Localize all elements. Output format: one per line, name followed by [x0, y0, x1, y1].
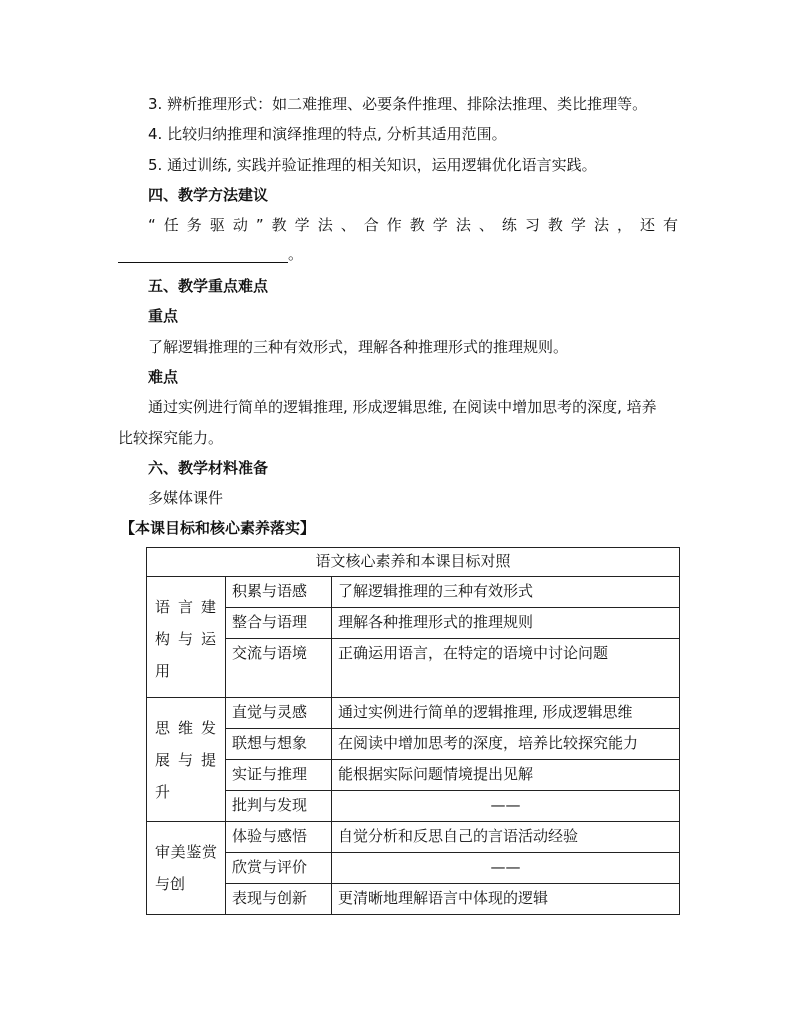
- key-point-text: 了解逻辑推理的三种有效形式，理解各种推理形式的推理规则。: [148, 338, 569, 356]
- sub-category: 实证与推理: [226, 760, 332, 791]
- table-row: [147, 822, 680, 853]
- section-title-teaching-methods: 四、教学方法建议: [148, 186, 269, 204]
- goal-description: 通过实例进行简单的逻辑推理, 形成逻辑思维: [332, 698, 680, 729]
- objective-item-5: 5. 通过训练, 实践并验证推理的相关知识，运用逻辑优化语言实践。: [148, 156, 597, 174]
- sub-category: 积累与语感: [226, 577, 332, 608]
- section-title-materials: 六、教学材料准备: [148, 459, 269, 477]
- section-title-key-points: 五、教学重点难点: [148, 277, 269, 295]
- sub-category: 欣赏与评价: [226, 853, 332, 884]
- objective-item-3: 3. 辨析推理形式：如二难推理、必要条件推理、排除法推理、类比推理等。: [148, 95, 648, 113]
- literacy-goals-table: [146, 547, 680, 915]
- table-row: [147, 760, 680, 791]
- table-row: [147, 884, 680, 915]
- sub-category: 整合与语理: [226, 608, 332, 639]
- group-language: 语言建构与运用: [147, 577, 226, 698]
- table-row: [147, 791, 680, 822]
- goal-description: 了解逻辑推理的三种有效形式: [332, 577, 680, 608]
- difficulty-label: 难点: [148, 368, 179, 386]
- sub-category: 批判与发现: [226, 791, 332, 822]
- materials-text: 多媒体课件: [148, 489, 224, 507]
- goal-description: ——: [332, 791, 680, 822]
- goal-description: 能根据实际问题情境提出见解: [332, 760, 680, 791]
- goal-description: 理解各种推理形式的推理规则: [332, 608, 680, 639]
- objective-item-4: 4. 比较归纳推理和演绎推理的特点, 分析其适用范围。: [148, 125, 507, 143]
- table-row: [147, 853, 680, 884]
- sub-category: 交流与语境: [226, 639, 332, 698]
- difficulty-text-line2: 比较探究能力。: [118, 429, 224, 447]
- goal-description: 正确运用语言，在特定的语境中讨论问题: [332, 639, 680, 698]
- goal-description: 更清晰地理解语言中体现的逻辑: [332, 884, 680, 915]
- table-header: 语文核心素养和本课目标对照: [147, 548, 680, 577]
- sub-category: 体验与感悟: [226, 822, 332, 853]
- group-aesthetics: 审美鉴赏与创: [147, 822, 226, 915]
- goal-description: 自觉分析和反思自己的言语活动经验: [332, 822, 680, 853]
- table-row: [147, 698, 680, 729]
- sub-category: 联想与想象: [226, 729, 332, 760]
- sub-category: 表现与创新: [226, 884, 332, 915]
- fill-in-blank-line: [118, 262, 288, 263]
- table-row: [147, 577, 680, 608]
- table-header-row: [147, 548, 680, 577]
- table-row: [147, 639, 680, 698]
- blank-period: 。: [288, 245, 304, 263]
- group-thinking: 思维发展与提升: [147, 698, 226, 822]
- table-row: [147, 608, 680, 639]
- goal-description: ——: [332, 853, 680, 884]
- teaching-methods-text: “任务驱动”教学法、合作教学法、练习教学法，还有: [148, 216, 678, 234]
- goal-description: 在阅读中增加思考的深度，培养比较探究能力: [332, 729, 680, 760]
- goals-heading: 【本课目标和核心素养落实】: [120, 519, 316, 537]
- sub-category: 直觉与灵感: [226, 698, 332, 729]
- difficulty-text-line1: 通过实例进行简单的逻辑推理, 形成逻辑思维, 在阅读中增加思考的深度, 培养: [148, 398, 657, 416]
- table-row: [147, 729, 680, 760]
- key-point-label: 重点: [148, 307, 179, 325]
